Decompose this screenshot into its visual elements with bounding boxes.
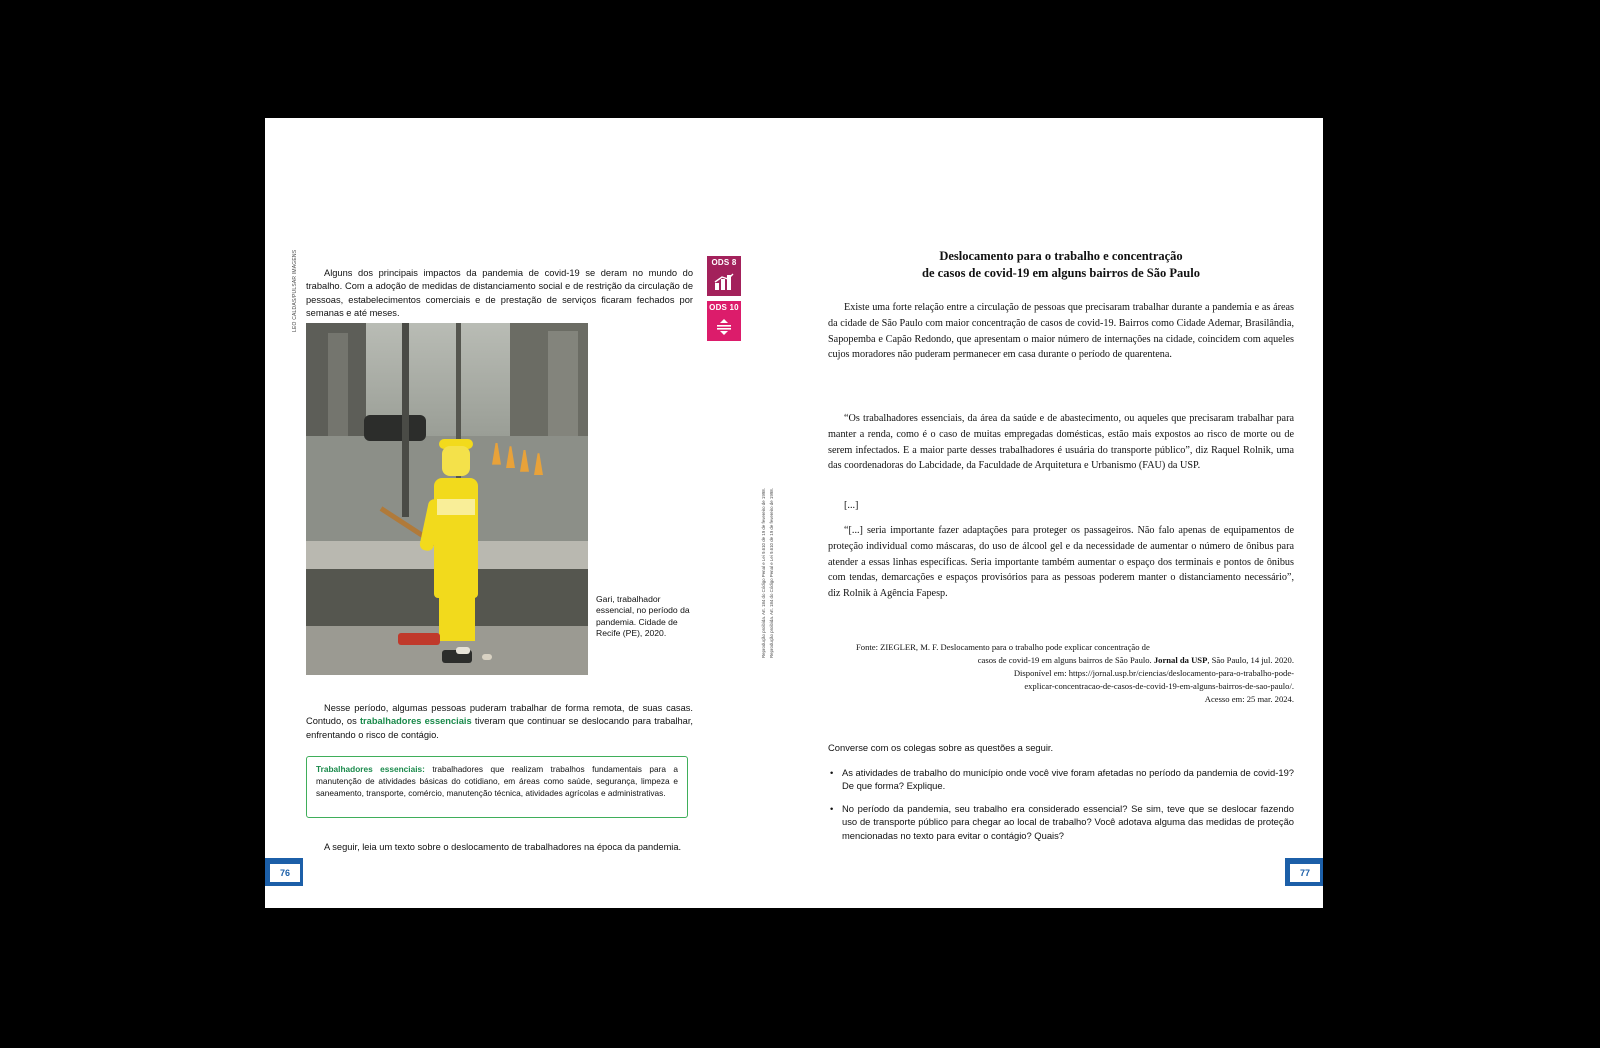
- badge-ods-8: [707, 256, 741, 296]
- list-item: • As atividades de trabalho do município onde você vive foram afetadas no período da pandemia de covid-19? De que forma? Explique.: [828, 766, 1294, 793]
- article-title: [828, 248, 1294, 282]
- rights-note-right: Reprodução proibida. Art. 184 do Código Penal e Lei 9.610 de 19 de fevereiro de 1998.: [769, 488, 774, 658]
- photo-credit: LEO CALDAS/PULSAR IMAGENS: [292, 249, 298, 332]
- source-publication: Jornal da USP: [1153, 654, 1208, 665]
- photo-street-sweeper: [306, 323, 588, 675]
- glossary-box: [306, 756, 688, 818]
- left-page: [265, 118, 794, 908]
- article-paragraph-4: “[...] seria importante fazer adaptações para proteger os passageiros. Não falo apenas de equipamentos de proteção individual como máscaras, do uso de álcool gel e da necessidade de aumentar o número de ônibus para atender a essas linhas específicas. Seria importante também aumentar o espaço dos terminais e pontos de ônibus com tendas, demarcações e espaços provisórios para as pessoas poderem manter o distanciamento necessário”, diz Rolnik à Agência Fapesp.: [828, 525, 1294, 599]
- glossary-text: trabalhadores que realizam trabalhos fundamentais para a manutenção de atividades básicas do cotidiano, em áreas como saúde, segurança, limpeza e saneamento, transporte, comércio, manutenção técnica, atividades agrícolas e administrativas.: [316, 764, 678, 798]
- article-source: [828, 641, 1294, 705]
- equality-arrows-icon: [713, 312, 735, 341]
- article-title-line1: Deslocamento para o trabalho e concentração: [939, 249, 1183, 263]
- badge-ods-10: [707, 301, 741, 341]
- rights-note-left: Reprodução proibida. Art. 184 do Código Penal e Lei 9.610 de 19 de fevereiro de 1998.: [761, 488, 766, 658]
- page-number-right: 77: [1289, 863, 1321, 883]
- left-paragraph-3: A seguir, leia um texto sobre o deslocamento de trabalhadores na época da pandemia.: [324, 842, 682, 853]
- activity-question-list: [828, 766, 1294, 851]
- photo-caption: Gari, trabalhador essencial, no período da pandemia. Cidade de Recife (PE), 2020.: [596, 594, 690, 639]
- left-paragraph-2-part1: Nesse período, algumas pessoas puderam trabalhar de forma remota, de suas casas. Contudo, os: [306, 703, 693, 727]
- article-ellipsis: [...]: [844, 500, 859, 512]
- left-paragraph-2: [306, 702, 693, 742]
- source-line-2: [828, 654, 1294, 667]
- article-paragraph-1: Existe uma forte relação entre a circulação de pessoas que precisaram trabalhar durante a pandemia e as áreas da cidade de São Paulo com maior concentração de casos de covid-19. Bairros como Cidade Ademar, Brasilândia, Sapopemba e Capão Redondo, que apresentam o maior número de internações na cidade, coincidem com aqueles cujos moradores não puderam permanecer em casa durante o período de quarentena.: [828, 302, 1294, 361]
- page-number-left: 76: [269, 863, 301, 883]
- source-line-1: Fonte: ZIEGLER, M. F. Deslocamento para o trabalho pode explicar concentração de: [856, 642, 1150, 652]
- article-title-line2: de casos de covid-19 em alguns bairros de São Paulo: [922, 265, 1200, 280]
- left-paragraph-1: Alguns dos principais impactos da pandemia de covid-19 se deram no mundo do trabalho. Com a adoção de medidas de distanciamento social e de restrição da circulação de pessoas, estabelecimentos comerciais e de prestação de serviços ficaram fechados por semanas e até meses.: [306, 268, 693, 318]
- source-line-5: Acesso em: 25 mar. 2024.: [1204, 693, 1294, 704]
- badge-ods-10-label: ODS 10: [709, 303, 739, 312]
- article-paragraph-2: “Os trabalhadores essenciais, da área da saúde e de abastecimento, ou aqueles que precisaram trabalhar para manter a renda, como é o caso de muitas empregadas domésticas, estão mais expostos ao risco de morte ou de serem infectados. E a maior parte desses trabalhadores é usuária do transporte público”, diz Raquel Rolnik, uma das coordenadoras do Labcidade, da Faculdade de Arquitetura e Urbanismo (FAU) da USP.: [828, 413, 1294, 472]
- glossary-term: Trabalhadores essenciais:: [316, 764, 425, 774]
- left-paragraph-2-highlight: trabalhadores essenciais: [359, 716, 472, 727]
- badge-ods-8-label: ODS 8: [711, 258, 737, 267]
- source-line-4: explicar-concentracao-de-casos-de-covid-19-em-alguns-bairros-de-sao-paulo/.: [1024, 680, 1294, 691]
- bar-chart-icon: [713, 267, 735, 296]
- source-line-2-post: , São Paulo, 14 jul. 2020.: [1207, 654, 1294, 665]
- book-spread: [265, 118, 1323, 908]
- left-paragraph-2-part2: tiveram que continuar se deslocando para trabalhar, enfrentando o risco de contágio.: [306, 716, 694, 740]
- activity-prompt: Converse com os colegas sobre as questões a seguir.: [828, 742, 1054, 753]
- list-item: • No período da pandemia, seu trabalho era considerado essencial? Se sim, teve que se deslocar fazendo uso de transporte público para chegar ao local de trabalho? Você adotava alguma das medidas de proteção mencionadas no texto para evitar o contágio? Quais?: [828, 802, 1294, 842]
- source-line-2-pre: casos de covid-19 em alguns bairros de São Paulo.: [977, 654, 1154, 665]
- source-line-3: Disponível em: https://jornal.usp.br/ciencias/deslocamento-para-o-trabalho-pode-: [1013, 667, 1294, 678]
